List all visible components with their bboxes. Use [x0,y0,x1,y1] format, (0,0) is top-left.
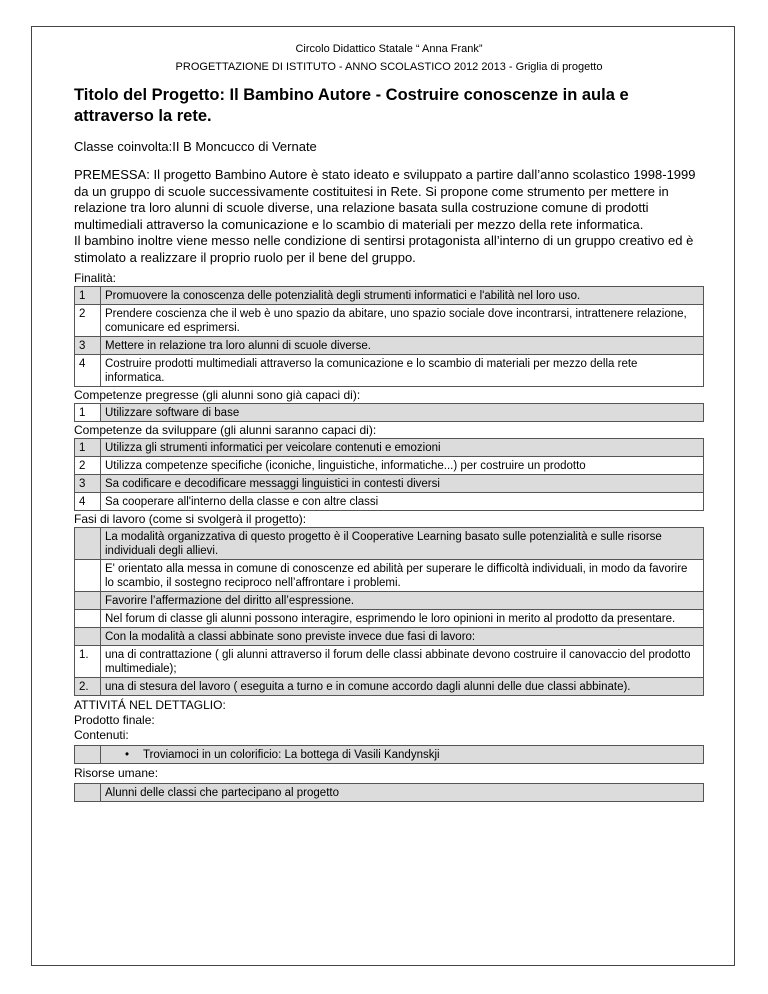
pregresse-label: Competenze pregresse (gli alunni sono già capaci di): [74,388,361,402]
row-text: Favorire l’affermazione del diritto all’espressione. [101,592,704,610]
table-row [75,646,704,678]
row-text: Costruire prodotti multimediali attraverso la comunicazione e lo scambio di materiali per mezzo della rete informatica. [101,355,704,387]
row-text: La modalità organizzativa di questo progetto è il Cooperative Learning basato sulle potenzialità e sulle risorse individuali degli allievi. [101,528,704,560]
document-content [74,40,704,802]
row-number [75,528,101,560]
row-text [101,746,704,764]
header-subtitle: PROGETTAZIONE DI ISTITUTO - ANNO SCOLASTICO 2012 2013 - Griglia di progetto [175,61,603,73]
row-text: E' orientato alla messa in comune di conoscenze ed abilità per superare le difficoltà individuali, in modo da favorire lo scambio, il sostegno reciproco nell’affrontare i problemi. [101,560,704,592]
row-number [75,628,101,646]
sviluppare-table [74,438,704,511]
row-text: Utilizza gli strumenti informatici per veicolare contenuti e emozioni [101,439,704,457]
row-number: 2 [75,305,101,337]
school-name: Circolo Didattico Statale “ Anna Frank” [295,43,483,55]
contenuti-label: Contenuti: [74,728,129,742]
table-row [75,404,704,422]
table-row [75,678,704,696]
table-row [75,746,704,764]
table-row [75,439,704,457]
row-number [75,560,101,592]
fasi-table [74,527,704,696]
row-text: una di contrattazione ( gli alunni attraverso il forum delle classi abbinate devono costruire il canovaccio del prodotto multimediale); [101,646,704,678]
risorse-item: Alunni delle classi che partecipano al progetto [101,784,704,802]
row-text: Con la modalità a classi abbinate sono previste invece due fasi di lavoro: [101,628,704,646]
row-text: una di stesura del lavoro ( eseguita a turno e in comune accordo dagli alunni delle due classi abbinate). [101,678,704,696]
table-row [75,560,704,592]
row-number: 4 [75,355,101,387]
row-text: Sa codificare e decodificare messaggi linguistici in contesti diversi [101,475,704,493]
row-text: Utilizza competenze specifiche (iconiche, linguistiche, informatiche...) per costruire un prodotto [101,457,704,475]
sviluppare-label: Competenze da sviluppare (gli alunni saranno capaci di): [74,423,377,437]
row-number: 2. [75,678,101,696]
row-number [75,784,101,802]
premessa-section [74,167,704,266]
document-header [74,40,704,76]
risorse-label: Risorse umane: [74,766,159,780]
table-row [75,784,704,802]
finalita-label: Finalità: [74,271,117,285]
table-row [75,493,704,511]
row-text: Sa cooperare all'interno della classe e con altre classi [101,493,704,511]
table-row [75,287,704,305]
row-text: Mettere in relazione tra loro alunni di scuole diverse. [101,337,704,355]
row-number: 2 [75,457,101,475]
row-text: Promuovere la conoscenza delle potenzialità degli strumenti informatici e l'abilità nel loro uso. [101,287,704,305]
table-row [75,528,704,560]
row-number: 3 [75,337,101,355]
attivita-label: ATTIVITÁ NEL DETTAGLIO: [74,698,226,712]
contenuti-item: • Troviamoci in un colorificio: La bottega di Vasili Kandynskji [105,749,440,761]
row-text: Prendere coscienza che il web è uno spazio da abitare, uno spazio sociale dove incontrarsi, intrattenere relazione, comunicare ed esprimersi. [101,305,704,337]
row-number [75,592,101,610]
pregresse-table [74,403,704,422]
table-row [75,628,704,646]
project-title: Titolo del Progetto: Il Bambino Autore - Costruire conoscenze in aula e attraverso la rete. [74,86,629,125]
row-number: 1 [75,287,101,305]
fasi-label: Fasi di lavoro (come si svolgerà il progetto): [74,512,307,526]
row-number [75,746,101,764]
table-row [75,305,704,337]
row-number: 3 [75,475,101,493]
row-number: 4 [75,493,101,511]
risorse-table [74,783,704,802]
premessa-paragraph-2: Il bambino inoltre viene messo nelle condizione di sentirsi protagonista all’interno di un gruppo creativo ed è stimolato a realizzare il proprio ruolo per il bene del gruppo. [74,233,694,265]
table-row [75,610,704,628]
table-row [75,592,704,610]
contenuti-table [74,745,704,764]
row-text: Utilizzare software di base [101,404,704,422]
table-row [75,475,704,493]
table-row [75,457,704,475]
row-text: Nel forum di classe gli alunni possono interagire, esprimendo le loro opinioni in merito al prodotto da presentare. [101,610,704,628]
row-number: 1. [75,646,101,678]
table-row [75,337,704,355]
row-number [75,610,101,628]
class-line: Classe coinvolta:II B Moncucco di Vernate [74,139,317,154]
premessa-paragraph-1: PREMESSA: Il progetto Bambino Autore è stato ideato e sviluppato a partire dall’anno scolastico 1998-1999 da un gruppo di scuole successivamente costituitesi in Rete. Si propone come strumento per mettere in relazione tra loro alunni di scuole diverse, una relazione basata sulla costruzione comune di prodotti multimediali attraverso la comunicazione e lo scambio di materiali per mezzo della rete informatica. [74,167,696,232]
table-row [75,355,704,387]
finalita-table [74,286,704,387]
prodotto-label: Prodotto finale: [74,713,155,727]
row-number: 1 [75,439,101,457]
row-number: 1 [75,404,101,422]
